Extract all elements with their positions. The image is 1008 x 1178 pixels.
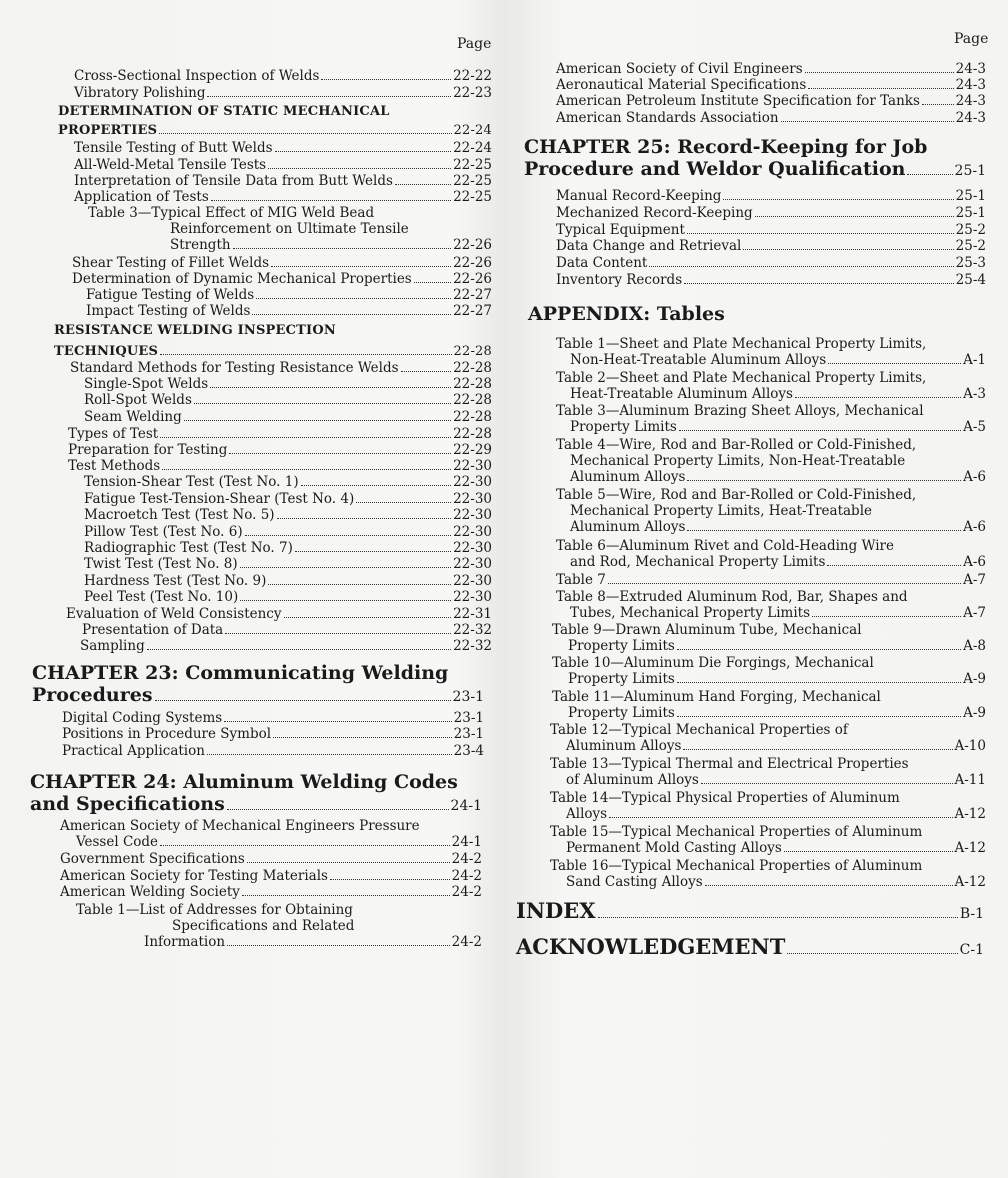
toc-entry[interactable]: Interpretation of Tensile Data from Butt Welds 22-25 (74, 173, 492, 189)
toc-table-entry[interactable]: Table 4—Wire, Rod and Bar-Rolled or Cold-Finished, Mechanical Property Limits, Non-Heat-Treatable Aluminum Alloys A-6 (556, 437, 986, 485)
toc-entry[interactable]: Macroetch Test (Test No. 5) 22-30 (84, 507, 492, 523)
chapter-24-heading[interactable]: CHAPTER 24: Aluminum Welding Codes and Specifications 24-1 (30, 771, 482, 815)
toc-table-entry[interactable]: Table 16—Typical Mechanical Properties of Aluminum Sand Casting Alloys A-12 (550, 858, 986, 890)
toc-entry[interactable]: Positions in Procedure Symbol 23-1 (62, 726, 484, 742)
toc-entry[interactable]: Inventory Records 25-4 (556, 272, 986, 288)
toc-entry[interactable]: Preparation for Testing 22-29 (68, 442, 492, 458)
toc-entry[interactable]: Tensile Testing of Butt Welds 22-24 (74, 140, 492, 156)
toc-entry[interactable]: Vibratory Polishing 22-23 (74, 85, 492, 101)
toc-entry[interactable]: Hardness Test (Test No. 9) 22-30 (84, 573, 492, 589)
index-heading[interactable]: INDEX B-1 (516, 898, 984, 923)
toc-entry[interactable]: Sampling 22-32 (80, 638, 492, 654)
page-column-header: Page (954, 31, 989, 47)
toc-entry[interactable]: Application of Tests 22-25 (74, 189, 492, 205)
toc-entry[interactable]: Impact Testing of Welds 22-27 (86, 303, 492, 319)
chapter-25-heading[interactable]: CHAPTER 25: Record-Keeping for Job Procedure and Weldor Qualification 25-1 (524, 136, 986, 180)
toc-table-entry[interactable]: Table 1—Sheet and Plate Mechanical Property Limits, Non-Heat-Treatable Aluminum Alloys A-1 (556, 336, 986, 368)
toc-entry[interactable]: Roll-Spot Welds 22-28 (84, 392, 492, 408)
toc-entry[interactable]: Fatigue Testing of Welds 22-27 (86, 287, 492, 303)
toc-entry[interactable]: All-Weld-Metal Tensile Tests 22-25 (74, 157, 492, 173)
toc-table-entry[interactable]: Table 1—List of Addresses for Obtaining Specifications and Related Information 24-2 (76, 902, 482, 950)
toc-entry[interactable]: American Welding Society 24-2 (60, 884, 482, 900)
toc-table-entry[interactable]: Table 10—Aluminum Die Forgings, Mechanical Property Limits A-9 (552, 655, 986, 687)
toc-entry[interactable]: Determination of Dynamic Mechanical Properties 22-26 (72, 271, 492, 287)
toc-table-entry[interactable]: Table 5—Wire, Rod and Bar-Rolled or Cold-Finished, Mechanical Property Limits, Heat-Treatable Aluminum Alloys A-6 (556, 487, 986, 535)
toc-table-entry[interactable]: Table 7 A-7 (556, 572, 986, 588)
toc-entry[interactable]: Presentation of Data 22-32 (82, 622, 492, 638)
toc-entry[interactable]: Test Methods 22-30 (68, 458, 492, 474)
toc-table-entry[interactable]: Table 12—Typical Mechanical Properties of Aluminum Alloys A-10 (550, 722, 986, 754)
toc-entry[interactable]: American Standards Association 24-3 (556, 110, 986, 126)
toc-entry[interactable]: Data Content 25-3 (556, 255, 986, 271)
toc-entry[interactable]: Manual Record-Keeping 25-1 (556, 188, 986, 204)
toc-entry[interactable]: Typical Equipment 25-2 (556, 222, 986, 238)
acknowledgement-heading[interactable]: ACKNOWLEDGEMENT C-1 (516, 934, 984, 959)
toc-entry[interactable]: Fatigue Test-Tension-Shear (Test No. 4) 22-30 (84, 491, 492, 507)
chapter-23-heading[interactable]: CHAPTER 23: Communicating Welding Procedures 23-1 (32, 662, 484, 706)
toc-entry[interactable]: Single-Spot Welds 22-28 (84, 376, 492, 392)
toc-section-heading[interactable]: RESISTANCE WELDING INSPECTION TECHNIQUES 22-28 (54, 323, 492, 359)
toc-entry[interactable]: Data Change and Retrieval 25-2 (556, 238, 986, 254)
toc-entry[interactable]: Peel Test (Test No. 10) 22-30 (84, 589, 492, 605)
appendix-heading[interactable]: APPENDIX: Tables (528, 303, 725, 325)
toc-entry[interactable]: Aeronautical Material Specifications 24-3 (556, 77, 986, 93)
toc-table-entry[interactable]: Table 13—Typical Thermal and Electrical Properties of Aluminum Alloys A-11 (550, 756, 986, 788)
toc-entry[interactable]: Government Specifications 24-2 (60, 851, 482, 867)
toc-entry[interactable]: Standard Methods for Testing Resistance Welds 22-28 (70, 360, 492, 376)
toc-table-entry[interactable]: Table 3—Typical Effect of MIG Weld Bead Reinforcement on Ultimate Tensile Strength 22-26 (88, 205, 492, 253)
toc-entry[interactable]: Radiographic Test (Test No. 7) 22-30 (84, 540, 492, 556)
toc-entry[interactable]: American Society for Testing Materials 24-2 (60, 868, 482, 884)
toc-table-entry[interactable]: Table 9—Drawn Aluminum Tube, Mechanical Property Limits A-8 (552, 622, 986, 654)
toc-entry[interactable]: Digital Coding Systems 23-1 (62, 710, 484, 726)
toc-entry[interactable]: Shear Testing of Fillet Welds 22-26 (72, 255, 492, 271)
toc-entry[interactable]: Pillow Test (Test No. 6) 22-30 (84, 524, 492, 540)
toc-entry[interactable]: American Petroleum Institute Specification for Tanks 24-3 (556, 93, 986, 109)
toc-entry[interactable]: Twist Test (Test No. 8) 22-30 (84, 556, 492, 572)
toc-table-entry[interactable]: Table 11—Aluminum Hand Forging, Mechanical Property Limits A-9 (552, 689, 986, 721)
toc-section-heading[interactable]: DETERMINATION OF STATIC MECHANICAL PROPERTIES 22-24 (58, 104, 492, 138)
toc-table-entry[interactable]: Table 3—Aluminum Brazing Sheet Alloys, Mechanical Property Limits A-5 (556, 403, 986, 435)
toc-entry[interactable]: Seam Welding 22-28 (84, 409, 492, 425)
toc-table-entry[interactable]: Table 15—Typical Mechanical Properties of Aluminum Permanent Mold Casting Alloys A-12 (550, 824, 986, 856)
toc-table-entry[interactable]: Table 14—Typical Physical Properties of Aluminum Alloys A-12 (550, 790, 986, 822)
toc-entry[interactable]: Types of Test 22-28 (68, 426, 492, 442)
toc-entry[interactable]: Mechanized Record-Keeping 25-1 (556, 205, 986, 221)
toc-entry[interactable]: Tension-Shear Test (Test No. 1) 22-30 (84, 474, 492, 490)
toc-entry[interactable]: Evaluation of Weld Consistency 22-31 (66, 606, 492, 622)
toc-table-entry[interactable]: Table 2—Sheet and Plate Mechanical Property Limits, Heat-Treatable Aluminum Alloys A-3 (556, 370, 986, 402)
toc-entry[interactable]: Cross-Sectional Inspection of Welds 22-22 (74, 68, 492, 84)
toc-entry[interactable]: American Society of Mechanical Engineers Pressure Vessel Code 24-1 (60, 818, 482, 850)
toc-table-entry[interactable]: Table 6—Aluminum Rivet and Cold-Heading Wire and Rod, Mechanical Property Limits A-6 (556, 538, 986, 570)
toc-entry[interactable]: American Society of Civil Engineers 24-3 (556, 61, 986, 77)
toc-entry[interactable]: Practical Application 23-4 (62, 743, 484, 759)
page-column-header: Page (457, 36, 492, 52)
toc-table-entry[interactable]: Table 8—Extruded Aluminum Rod, Bar, Shapes and Tubes, Mechanical Property Limits A-7 (556, 589, 986, 621)
